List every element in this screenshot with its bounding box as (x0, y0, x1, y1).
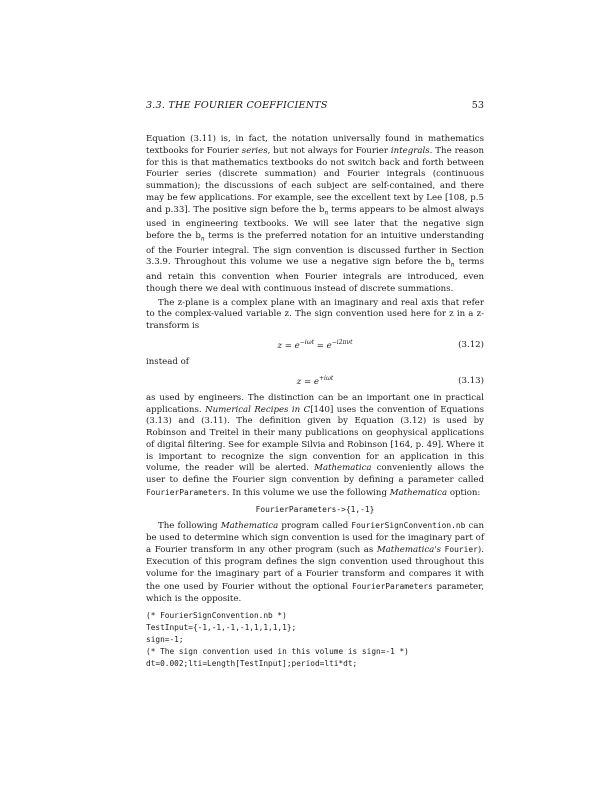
code-block (146, 610, 484, 669)
code-line: sign=-1; (146, 635, 184, 645)
code-line: TestInput={-1,-1,-1,-1,1,1,1,1}; (146, 623, 297, 633)
paragraph-4: as used by engineers. The distinction can be an important one in practical applications. Numerical Recipes in C[140] uses the convention of Equations (3.13) and (3.11). The definition given by Equation (3.12) is used by Robinson and Treitel in their many publications on geophysical applications of digital filtering. See for example Silvia and Robinson [164, p. 49]. Where it is important to recognize the sign convention for an application in this volume, the reader will be alerted. Mathematica conveniently allows the user to define the Fourier sign convention by defining a parameter called FourierParameters. In this volume we use the following Mathematica option: (146, 392, 485, 499)
paragraph-5: The following Mathematica program called FourierSignConvention.nb can be used to determine which sign convention is used for the imaginary part of a Fourier transform in any other program (such as Mathematica's Fourier). Execution of this program defines the sign convention used throughout this volume for the imaginary part of a Fourier transform and compares it with the one used by Fourier without the optional FourierParameters parameter, which is the opposite. (146, 520, 485, 604)
code-line: dt=0.002;lti=Length[TestInput];period=lti*dt; (146, 658, 358, 668)
page-number: 53 (471, 100, 484, 111)
section-title: 3.3. THE FOURIER COEFFICIENTS (146, 100, 328, 111)
code-line: (* FourierSignConvention.nb *) (146, 611, 287, 621)
paragraph-3: instead of (146, 356, 189, 367)
page (146, 100, 484, 669)
code-fourier-parameters: FourierParameters->{1,-1} (255, 504, 375, 514)
equation-3-12: $z = e^{-i\omega t} = e^{-i2\pi\nu t}$ (3.12) (277, 338, 484, 351)
equation-3-13: $z = e^{+i\omega t}$ (3.13) (296, 374, 484, 387)
equation-number: (3.12) (458, 339, 484, 350)
equation-number: (3.13) (458, 375, 484, 386)
paragraph-1: Equation (3.11) is, in fact, the notation universally found in mathematics textbooks for Fourier series, but not always for Fourier integrals. The reason for this is that mathematics textbooks do not switch back and forth between Fourier series (discrete summation) and Fourier integrals (continuous summation); the discussions of each subject are self-contained, and there may be few applications. For example, see the excellent text by Lee [108, p.5 and p.33]. The positive sign before the $b_n$ terms appears to be almost always used in engineering textbooks. We will see later that the negative sign before the $b_n$ terms is the preferred notation for an intuitive understanding of the Fourier integral. The sign convention is discussed further in Section 3.3.9. Throughout this volume we use a negative sign before the $b_n$ terms and retain this convention when Fourier integrals are introduced, even though there we deal with continuous instead of discrete summations. (146, 134, 485, 294)
paragraph-2: The z-plane is a complex plane with an imaginary and real axis that refer to the complex-valued variable z. The sign convention used here for z in a z-transform is (146, 297, 484, 332)
code-line: (* The sign convention used in this volume is sign=-1 *) (146, 646, 409, 656)
running-head (146, 100, 484, 114)
